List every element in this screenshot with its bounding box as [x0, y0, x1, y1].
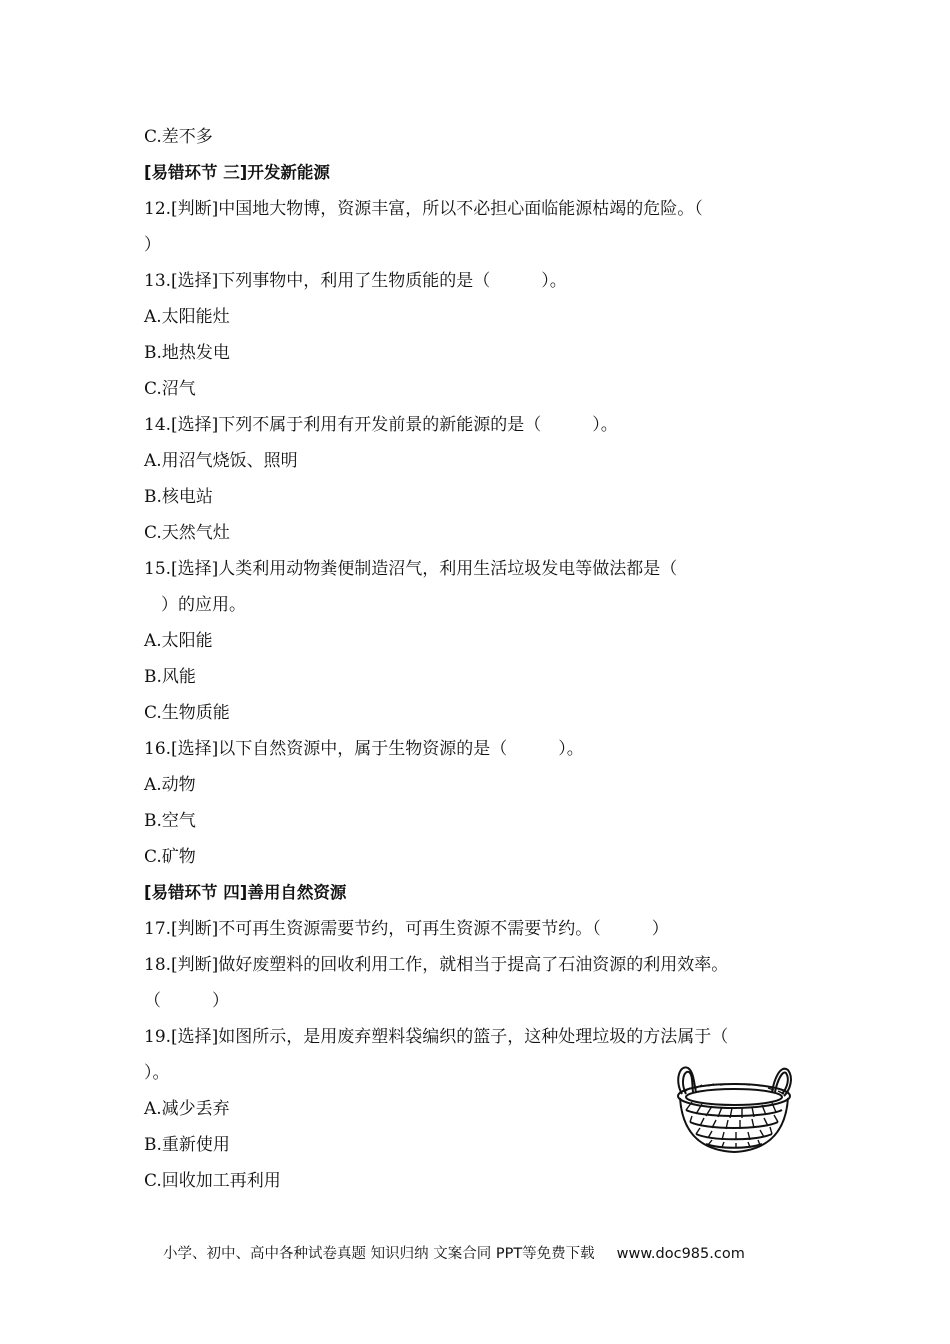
question-18: 18.[判断]做好废塑料的回收利用工作，就相当于提高了石油资源的利用效率。 — [144, 955, 729, 975]
option-14a: A.用沼气烧饭、照明 — [144, 451, 298, 471]
option-14c: C.天然气灶 — [144, 523, 230, 543]
footer-url[interactable]: www.doc985.com — [616, 1246, 745, 1262]
woven-basket-illustration — [672, 1058, 796, 1158]
question-16: 16.[选择]以下自然资源中，属于生物资源的是（ ）。 — [144, 739, 584, 759]
option-13b: B.地热发电 — [144, 343, 230, 363]
option-11c: C.差不多 — [144, 127, 213, 147]
option-16a: A.动物 — [144, 775, 196, 795]
option-13a: A.太阳能灶 — [144, 307, 230, 327]
option-15c: C.生物质能 — [144, 703, 230, 723]
footer-text: 小学、初中、高中各种试卷真题 知识归纳 文案合同 PPT等免费下载 — [163, 1246, 595, 1262]
option-13c: C.沼气 — [144, 379, 196, 399]
question-15: 15.[选择]人类利用动物粪便制造沼气，利用生活垃圾发电等做法都是（ — [144, 559, 678, 579]
option-15a: A.太阳能 — [144, 631, 213, 651]
option-16b: B.空气 — [144, 811, 196, 831]
option-19a: A.减少丢弃 — [144, 1099, 230, 1119]
question-14: 14.[选择]下列不属于利用有开发前景的新能源的是（ ）。 — [144, 415, 618, 435]
question-18-cont: （ ） — [144, 991, 229, 1011]
question-15-cont: ）的应用。 — [144, 595, 246, 615]
question-12-cont: ） — [144, 235, 161, 255]
question-19: 19.[选择]如图所示，是用废弃塑料袋编织的篮子，这种处理垃圾的方法属于（ — [144, 1027, 729, 1047]
question-12: 12.[判断]中国地大物博，资源丰富，所以不必担心面临能源枯竭的危险。（ — [144, 199, 703, 219]
option-16c: C.矿物 — [144, 847, 196, 867]
question-17: 17.[判断]不可再生资源需要节约，可再生资源不需要节约。（ ） — [144, 919, 669, 939]
question-19-cont: ）。 — [144, 1063, 170, 1083]
page-footer — [163, 1244, 745, 1264]
option-14b: B.核电站 — [144, 487, 213, 507]
section-heading-4: [易错环节 四]善用自然资源 — [144, 883, 347, 902]
option-19b: B.重新使用 — [144, 1135, 230, 1155]
section-heading-3: [易错环节 三]开发新能源 — [144, 163, 330, 182]
option-15b: B.风能 — [144, 667, 196, 687]
option-19c: C.回收加工再利用 — [144, 1171, 281, 1191]
question-13: 13.[选择]下列事物中，利用了生物质能的是（ ）。 — [144, 271, 567, 291]
